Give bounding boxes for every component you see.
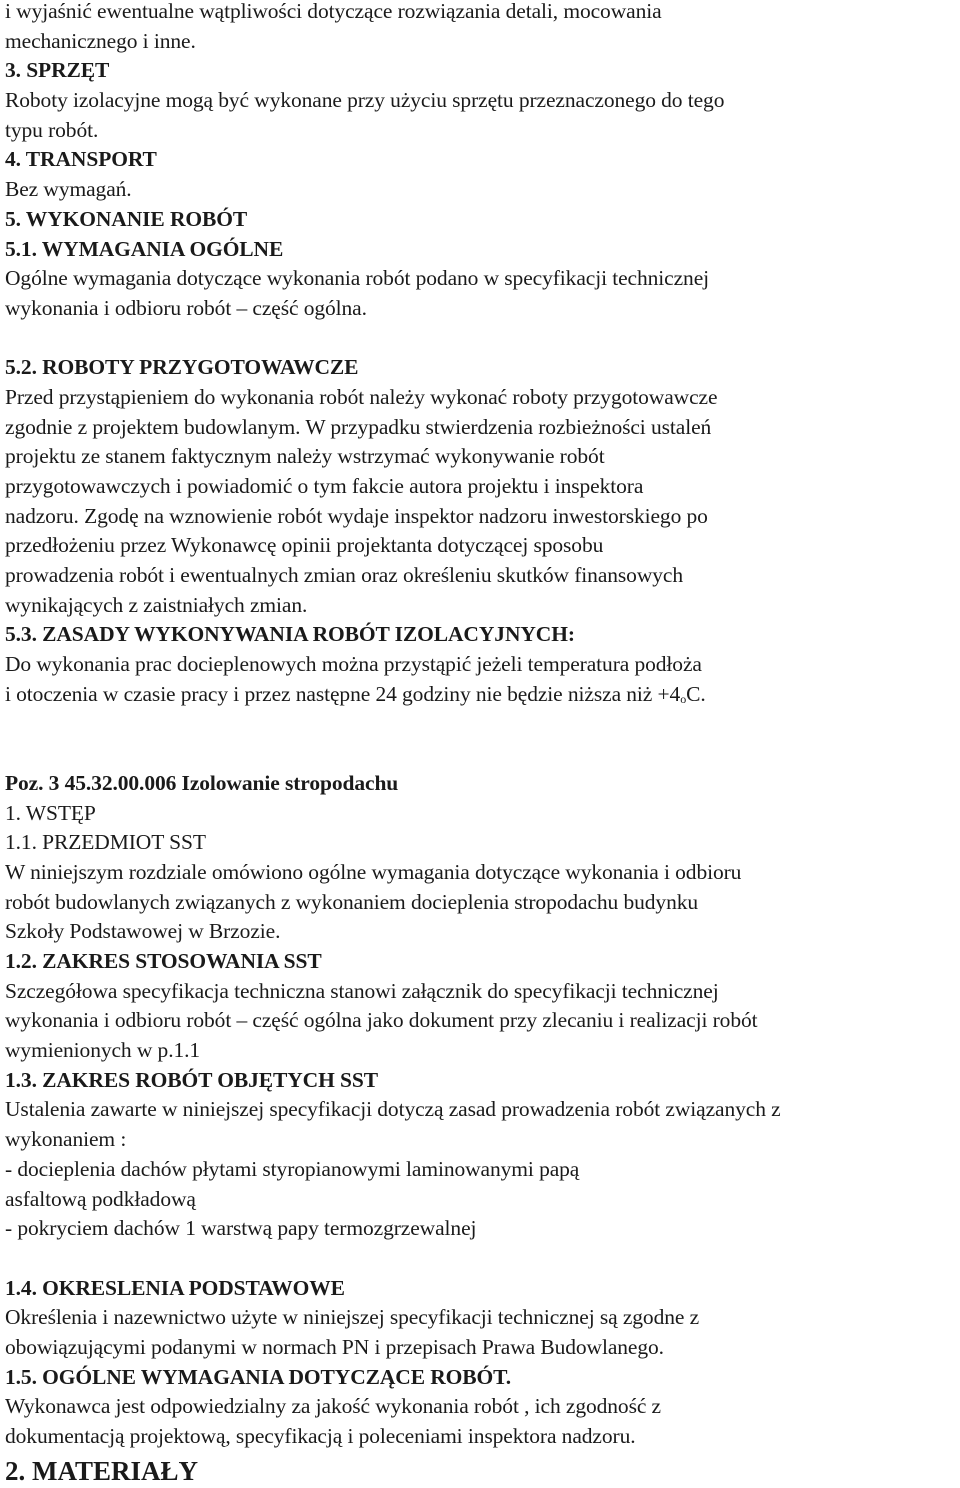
text-line: Szczegółowa specyfikacja techniczna stanowi załącznik do specyfikacji technicznej (5, 978, 719, 1003)
text-line: Określenia i nazewnictwo użyte w niniejszej specyfikacji technicznej są zgodne z (5, 1305, 700, 1330)
text-line: dokumentacją projektową, specyfikacją i poleceniami inspektora nadzoru. (5, 1424, 636, 1449)
subsection-heading: 1.5. OGÓLNE WYMAGANIA DOTYCZĄCE ROBÓT. (5, 1364, 512, 1389)
list-item-continuation: asfaltową podkładową (5, 1186, 196, 1211)
text-line-temperature (5, 680, 957, 710)
text-line: Wykonawca jest odpowiedzialny za jakość wykonania robót , ich zgodność z (5, 1394, 662, 1419)
chapter-heading: 2. MATERIAŁY (5, 1455, 199, 1486)
text-line: Roboty izolacyjne mogą być wykonane przy użyciu sprzętu przeznaczonego do tego (5, 88, 725, 113)
text-line: obowiązującymi podanymi w normach PN i przepisach Prawa Budowlanego. (5, 1334, 664, 1359)
section-heading: 1. WSTĘP (5, 800, 96, 825)
subsection-heading: 1.3. ZAKRES ROBÓT OBJĘTYCH SST (5, 1067, 378, 1092)
text-line: Bez wymagań. (5, 177, 132, 202)
list-item: - pokryciem dachów 1 warstwą papy termozgrzewalnej (5, 1216, 477, 1241)
text-line: wymienionych w p.1.1 (5, 1038, 201, 1063)
text-line: projektu ze stanem faktycznym należy wstrzymać wykonywanie robót (5, 444, 605, 469)
text-line: wykonania i odbioru robót – część ogólna. (5, 295, 367, 320)
subsection-heading: 1.2. ZAKRES STOSOWANIA SST (5, 949, 322, 974)
text-line: wykonaniem : (5, 1127, 127, 1152)
text-line: Szkoły Podstawowej w Brzozie. (5, 919, 281, 944)
text-line: przedłożeniu przez Wykonawcę opinii projektanta dotyczącej sposobu (5, 533, 604, 558)
subsection-heading: 5.2. ROBOTY PRZYGOTOWAWCZE (5, 355, 359, 380)
section-heading: 3. SPRZĘT (5, 58, 110, 83)
blank-lines (5, 710, 957, 769)
subsection-heading: 5.1. WYMAGANIA OGÓLNE (5, 236, 284, 261)
text-line: prowadzenia robót i ewentualnych zmian oraz określeniu skutków finansowych (5, 563, 683, 588)
section-heading: 4. TRANSPORT (5, 147, 157, 172)
subsection-heading: 1.1. PRZEDMIOT SST (5, 830, 206, 855)
text-line: robót budowlanych związanych z wykonaniem docieplenia stropodachu budynku (5, 889, 699, 914)
document-page (5, 0, 957, 1488)
temperature-text: i otoczenia w czasie pracy i przez następne 24 godziny nie będzie niższa niż +4 (5, 681, 681, 706)
text-line: Do wykonania prac docieplenowych można przystąpić jeżeli temperatura podłoża (5, 652, 702, 677)
section-heading: 5. WYKONANIE ROBÓT (5, 206, 248, 231)
item-heading: Poz. 3 45.32.00.006 Izolowanie stropodachu (5, 770, 399, 795)
text-line: typu robót. (5, 117, 99, 142)
celsius-unit: C. (686, 681, 706, 706)
blank-line (5, 1244, 957, 1274)
text-line: W niniejszym rozdziale omówiono ogólne wymagania dotyczące wykonania i odbioru (5, 859, 742, 884)
text-line: przygotowawczych i powiadomić o tym fakcie autora projektu i inspektora (5, 474, 644, 498)
text-line: Przed przystąpieniem do wykonania robót należy wykonać roboty przygotowawcze (5, 384, 718, 409)
text-line: wykonania i odbioru robót – część ogólna jako dokument przy zlecaniu i realizacji robót (5, 1008, 758, 1033)
text-line: Ogólne wymagania dotyczące wykonania robót podano w specyfikacji technicznej (5, 266, 710, 291)
text-line: Ustalenia zawarte w niniejszej specyfikacji dotyczą zasad prowadzenia robót związanych z (5, 1097, 781, 1122)
text-line: zgodnie z projektem budowlanym. W przypadku stwierdzenia rozbieżności ustaleń (5, 414, 712, 439)
blank-line (5, 324, 957, 354)
text-line: mechanicznego i inne. (5, 28, 196, 53)
subsection-heading: 1.4. OKRESLENIA PODSTAWOWE (5, 1275, 345, 1300)
degree-mark: o (680, 691, 687, 706)
text-line: i wyjaśnić ewentualne wątpliwości dotyczące rozwiązania detali, mocowania (5, 0, 662, 23)
text-line: nadzoru. Zgodę na wznowienie robót wydaje inspektor nadzoru inwestorskiego po (5, 503, 708, 528)
list-item: - docieplenia dachów płytami styropianowymi laminowanymi papą (5, 1156, 580, 1181)
subsection-heading: 5.3. ZASADY WYKONYWANIA ROBÓT IZOLACYJNYCH: (5, 622, 575, 647)
text-line: wynikających z zaistniałych zmian. (5, 592, 308, 617)
